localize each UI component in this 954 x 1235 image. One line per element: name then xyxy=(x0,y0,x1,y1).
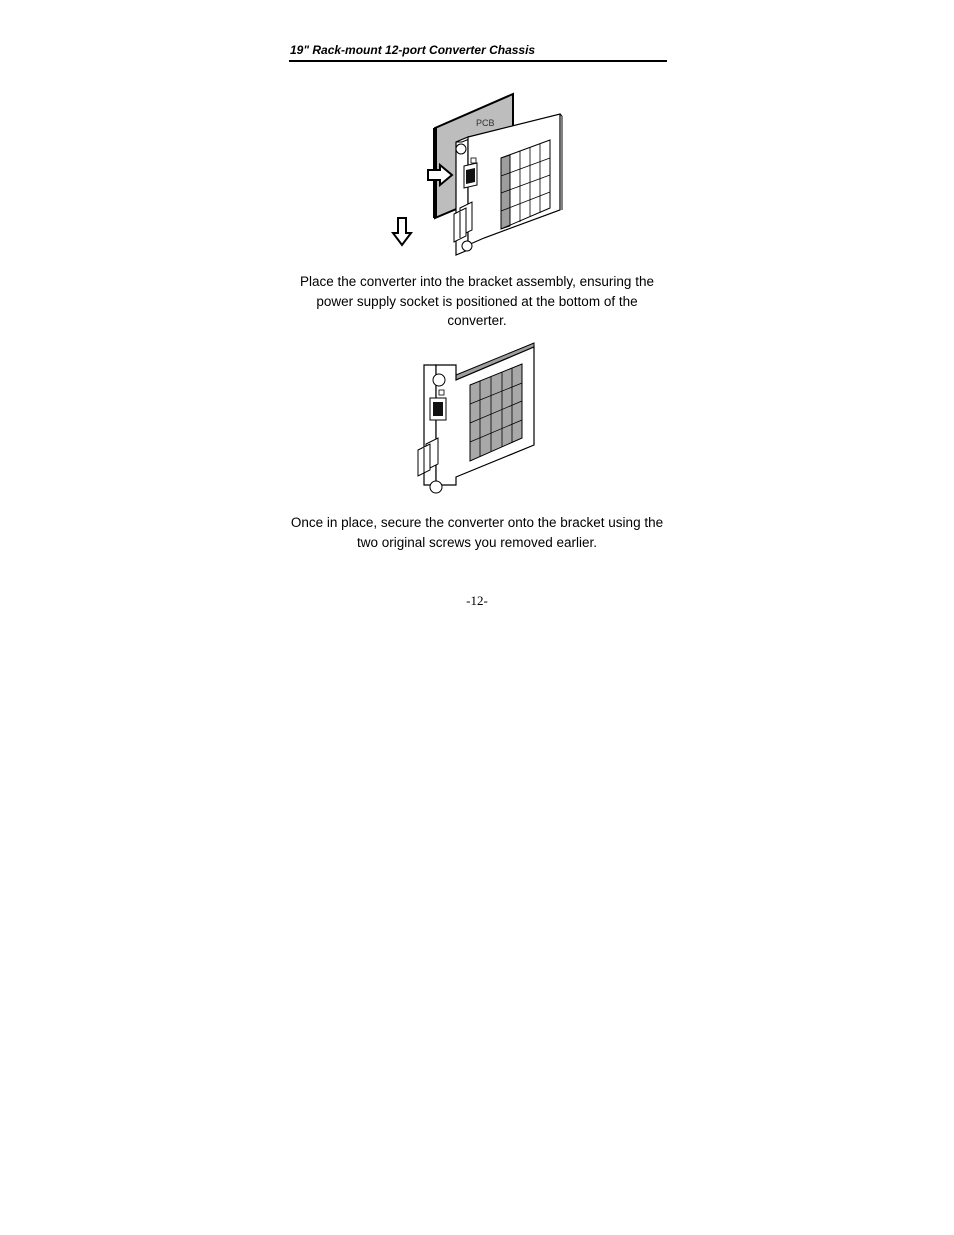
converter-in-bracket-illustration xyxy=(410,340,542,500)
document-title: 19" Rack-mount 12-port Converter Chassis xyxy=(290,43,536,57)
insert-converter-illustration xyxy=(388,90,568,265)
step-caption-secure: Once in place, secure the converter onto the bracket using the two original screws you removed earlier. xyxy=(290,515,664,550)
down-arrow-icon xyxy=(393,218,411,245)
step-caption-insert: Place the converter into the bracket assembly, ensuring the power supply socket is positioned at the bottom of the converter. xyxy=(300,274,654,328)
page-header xyxy=(289,42,667,62)
page-number: -12- xyxy=(466,593,488,608)
pcb-label: PCB xyxy=(476,118,495,128)
